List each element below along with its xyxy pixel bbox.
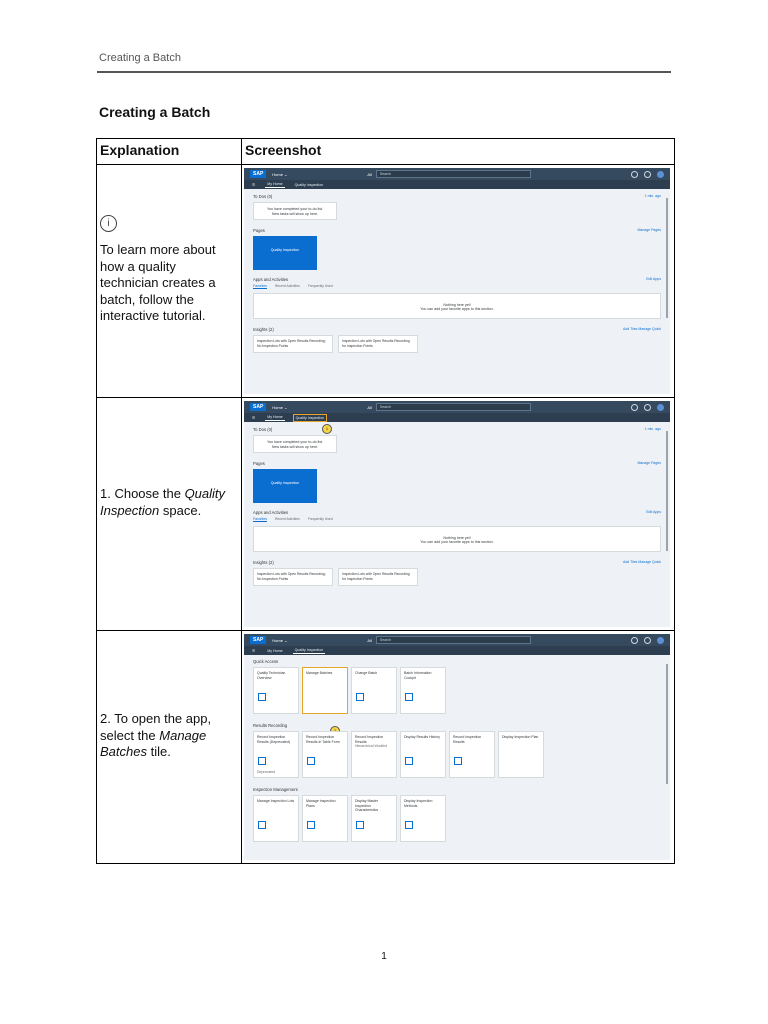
tile-manage-batches[interactable]: Manage Batches: [302, 667, 348, 714]
sap-logo: SAP: [250, 170, 266, 178]
results-recording-header: Results Recording: [253, 723, 288, 728]
tab-recent[interactable]: Recent Activities: [274, 284, 300, 288]
tile-im-2[interactable]: Manage Inspection Plans: [302, 795, 348, 842]
pages-header: Pages Manage Pages: [253, 228, 661, 233]
insight-card[interactable]: Inspection Lots with Open Results Recording for Inspection Points: [338, 335, 418, 353]
tab-my-home[interactable]: My Home: [267, 415, 283, 419]
tile-rr-2[interactable]: Record Inspection Results in Table Form: [302, 731, 348, 778]
home-menu[interactable]: Home ⌄: [272, 171, 288, 177]
header-screenshot: Screenshot: [242, 139, 675, 165]
pages-header: Pages Manage Pages: [253, 461, 661, 466]
page-number: 1: [381, 951, 387, 962]
space-tabs: [244, 646, 670, 655]
insights-header: Insights (2) Add Tiles Manage Quick: [253, 560, 661, 565]
explanation-cell: [97, 398, 242, 631]
tab-quality-inspection[interactable]: Quality Inspection: [293, 414, 328, 422]
inspection-management-header: Inspection Management: [253, 787, 298, 792]
launchpad-screenshot: [244, 401, 670, 627]
explanation-text: To learn more about how a quality technician creates a batch, follow the interactive tutorial.: [100, 242, 216, 323]
tab-my-home[interactable]: My Home: [267, 648, 283, 653]
header-rule: [97, 71, 671, 73]
tile-im-3[interactable]: Display Master Inspection Characteristics: [351, 795, 397, 842]
results-recording-tiles: [244, 731, 670, 778]
quality-inspection-screenshot: [244, 634, 670, 860]
avatar[interactable]: [657, 404, 664, 411]
search-scope[interactable]: All: [367, 404, 372, 410]
tile-im-1[interactable]: Manage Inspection Lots: [253, 795, 299, 842]
screenshot-cell: [242, 165, 675, 398]
launchpad-screenshot: [244, 168, 670, 394]
help-icon[interactable]: [631, 171, 638, 178]
scrollbar[interactable]: [666, 198, 668, 318]
todo-card: You have completed your to-do list. New tasks will show up here.: [253, 202, 337, 220]
shell-bar: [244, 401, 670, 413]
search-input[interactable]: Search: [376, 636, 531, 644]
screenshot-cell: [242, 398, 675, 631]
tile-quality-technician-overview[interactable]: Quality Technician Overview: [253, 667, 299, 714]
menu-icon[interactable]: ☰: [252, 182, 256, 187]
app-icon: [356, 821, 364, 829]
step-text: 1. Choose the Quality Inspection space.: [100, 486, 226, 518]
tab-frequent[interactable]: Frequently Used: [307, 517, 333, 521]
apps-tabs: [244, 517, 670, 522]
quality-inspection-tile[interactable]: Quality Inspection: [253, 469, 317, 503]
tile-rr-3[interactable]: Record Inspection Results Hierarchical Worklist: [351, 731, 397, 778]
app-icon: [307, 757, 315, 765]
screenshot-cell: [242, 631, 675, 864]
tab-quality-inspection[interactable]: Quality Inspection: [294, 182, 324, 187]
tile-im-4[interactable]: Display Inspection Methods: [400, 795, 446, 842]
help-icon[interactable]: [631, 404, 638, 411]
tab-recent[interactable]: Recent Activities: [274, 517, 300, 521]
app-icon: [356, 693, 364, 701]
search-scope[interactable]: All: [367, 637, 372, 643]
quick-access-tiles: [244, 667, 670, 714]
app-icon: [258, 693, 266, 701]
space-tabs: [244, 413, 670, 422]
search-input[interactable]: Search: [376, 403, 531, 411]
insights-cards: [244, 335, 670, 353]
step-text: 2. To open the app, select the Manage Batches tile.: [100, 711, 212, 759]
app-icon: [454, 757, 462, 765]
todo-header: To Dos (0) 1 min. ago: [253, 194, 661, 199]
scrollbar[interactable]: [666, 431, 668, 551]
tutorial-table: [96, 138, 675, 864]
apps-header: Apps and Activities Edit Apps: [253, 277, 661, 282]
explanation-cell: [97, 165, 242, 398]
sap-logo: SAP: [250, 636, 266, 644]
app-icon: [405, 757, 413, 765]
info-icon: i: [100, 215, 117, 232]
running-header: Creating a Batch: [99, 52, 181, 64]
empty-favorites-card: Nothing here yet! You can add your favorite apps to this section.: [253, 293, 661, 319]
space-tabs: [244, 180, 670, 189]
empty-favorites-card: Nothing here yet! You can add your favorite apps to this section.: [253, 526, 661, 552]
scrollbar[interactable]: [666, 664, 668, 784]
bell-icon[interactable]: [644, 171, 651, 178]
tab-frequent[interactable]: Frequently Used: [307, 284, 333, 288]
sap-logo: SAP: [250, 403, 266, 411]
quality-inspection-tile[interactable]: Quality Inspection: [253, 236, 317, 270]
step-marker: 1: [322, 424, 332, 434]
apps-tabs: [244, 284, 670, 289]
insights-header: Insights (2) Add Tiles Manage Quick: [253, 327, 661, 332]
quick-access-header: Quick Access: [253, 659, 279, 664]
header-explanation: Explanation: [97, 139, 242, 165]
apps-header: Apps and Activities Edit Apps: [253, 510, 661, 515]
app-icon: [405, 693, 413, 701]
menu-icon[interactable]: ☰: [252, 648, 256, 653]
tile-rr-4[interactable]: Display Results History: [400, 731, 446, 778]
insight-card[interactable]: Inspection Lots with Open Results Recording; No Inspection Points: [253, 335, 333, 353]
tab-favorites[interactable]: Favorites: [253, 284, 267, 288]
tile-rr-1[interactable]: Record Inspection Results (Deprecated) Deprecated: [253, 731, 299, 778]
app-icon: [307, 821, 315, 829]
search-input[interactable]: Search: [376, 170, 531, 178]
insights-cards: [244, 568, 670, 586]
explanation-cell: [97, 631, 242, 864]
home-menu[interactable]: Home ⌄: [272, 637, 288, 643]
shell-bar: [244, 168, 670, 180]
todo-card: You have completed your to-do list. New tasks will show up here.: [253, 435, 337, 453]
app-icon: [258, 757, 266, 765]
tile-rr-6[interactable]: Display Inspection Plan: [498, 731, 544, 778]
insight-card[interactable]: Inspection Lots with Open Results Recording for Inspection Points: [338, 568, 418, 586]
search-scope[interactable]: All: [367, 171, 372, 177]
avatar[interactable]: [657, 637, 664, 644]
tile-rr-5[interactable]: Record Inspection Results: [449, 731, 495, 778]
tile-batch-information-cockpit[interactable]: Batch Information Cockpit: [400, 667, 446, 714]
avatar[interactable]: [657, 171, 664, 178]
bell-icon[interactable]: [644, 404, 651, 411]
shell-bar: [244, 634, 670, 646]
inspection-management-tiles: [244, 795, 670, 842]
document-title: Creating a Batch: [99, 104, 211, 120]
tab-quality-inspection[interactable]: Quality Inspection: [294, 648, 324, 652]
bell-icon[interactable]: [644, 637, 651, 644]
home-menu[interactable]: Home ⌄: [272, 404, 288, 410]
app-icon: [405, 821, 413, 829]
tab-my-home[interactable]: My Home: [267, 182, 283, 186]
todo-header: To Dos (0) 1 min. ago: [253, 427, 661, 432]
menu-icon[interactable]: ☰: [252, 415, 256, 420]
tile-change-batch[interactable]: Change Batch: [351, 667, 397, 714]
insight-card[interactable]: Inspection Lots with Open Results Recording; No Inspection Points: [253, 568, 333, 586]
tab-favorites[interactable]: Favorites: [253, 517, 267, 521]
help-icon[interactable]: [631, 637, 638, 644]
app-icon: [258, 821, 266, 829]
